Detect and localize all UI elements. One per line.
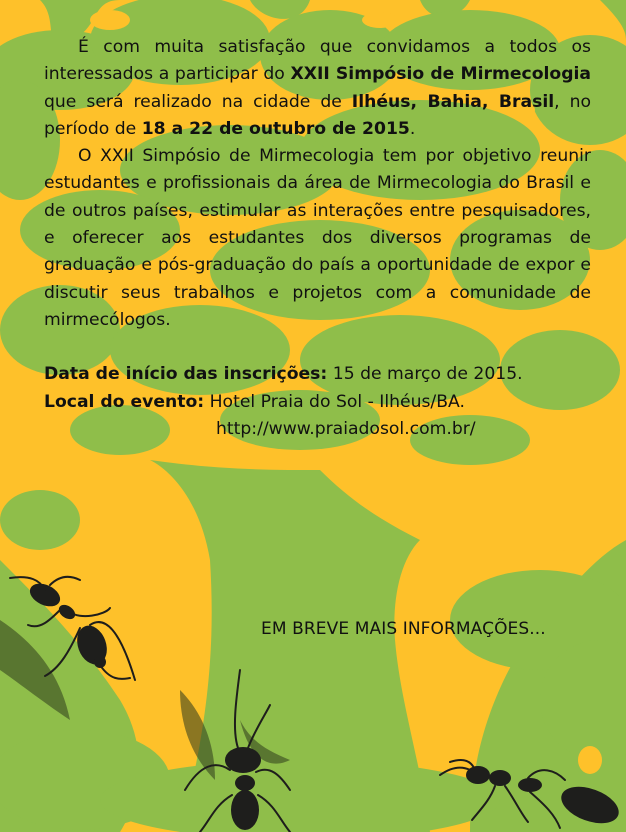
registration-start [44,361,591,388]
intro-text-3: , no período de [44,91,591,139]
event-dates: 18 a 22 de outubro de 2015 [141,118,410,139]
intro-text-2: que será realizado na cidade de [44,91,352,112]
event-venue [44,389,591,416]
venue-value: Hotel Praia do Sol - Ilhéus/BA. [204,391,465,412]
registration-date: 15 de março de 2015. [327,364,523,385]
event-location: Ilhéus, Bahia, Brasil [351,91,555,112]
registration-label: Data de início das inscrições: [44,364,328,385]
venue-label: Local do evento: [44,391,205,412]
intro-text: É com muita satisfação que convidamos a todos os interessados a participar do [44,37,591,85]
intro-text-4: . [409,118,416,139]
more-info-footer: EM BREVE MAIS INFORMAÇÕES... [261,619,546,639]
event-name: XXII Simpósio de Mirmecologia [290,64,592,85]
venue-url[interactable]: http://www.praiadosol.com.br/ [216,418,476,439]
intro-paragraph [44,34,591,143]
invitation-text [44,34,591,443]
objective-paragraph: O XXII Simpósio de Mirmecologia tem por objetivo reunir estudantes e profissionais da área de Mirmecologia do Brasil e de outros países, estimular as interações entre pesquisadores, e oferecer aos estudantes dos diversos programas de graduação e pós-graduação do país a oportunidade de expor e discutir seus trabalhos e projetos com a comunidade de mirmecólogos. [44,146,591,330]
